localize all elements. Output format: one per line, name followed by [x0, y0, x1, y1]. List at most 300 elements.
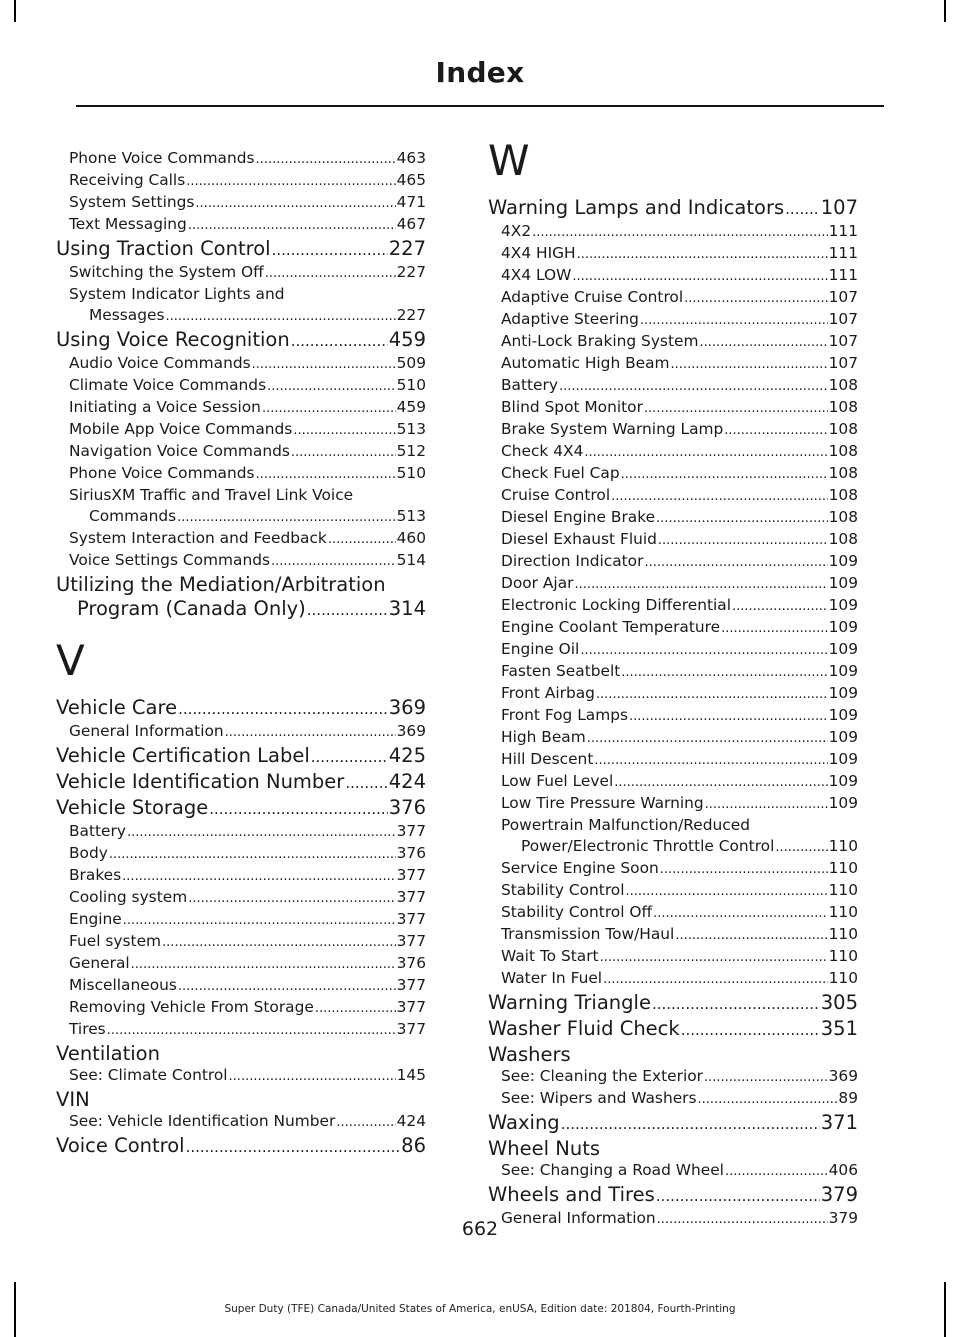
entry-label: Tires [69, 1020, 106, 1038]
crop-mark-top-right [944, 0, 946, 22]
dot-leader [603, 969, 828, 990]
entry-label: Hill Descent [501, 750, 594, 768]
entry-label: Low Fuel Level [501, 772, 614, 790]
entry-page-number: 467 [396, 215, 426, 233]
entry-page-number: 377 [396, 822, 426, 840]
dot-leader [621, 464, 828, 485]
page-number: 662 [461, 1218, 499, 1240]
dot-leader [580, 640, 827, 661]
dot-leader [561, 1113, 820, 1136]
dot-leader [629, 706, 828, 727]
dot-leader [594, 750, 827, 771]
entry-page-number: 108 [828, 420, 858, 438]
index-subentry[interactable] [488, 858, 858, 880]
index-letter-heading: V [56, 636, 85, 685]
entry-page-number: 377 [396, 976, 426, 994]
entry-label: Engine [69, 910, 122, 928]
entry-label: See: Changing a Road Wheel [501, 1161, 724, 1179]
entry-label: Electronic Locking Differential [501, 596, 731, 614]
entry-label: Phone Voice Commands [69, 464, 255, 482]
entry-page-number: 111 [828, 266, 858, 284]
entry-page-number: 107 [820, 196, 858, 219]
dot-leader [705, 794, 828, 815]
index-subentry[interactable] [488, 485, 858, 507]
index-subentry[interactable] [488, 265, 858, 287]
entry-label: Using Traction Control [56, 237, 271, 260]
entry-label: High Beam [501, 728, 586, 746]
dot-leader [775, 837, 827, 858]
dot-leader [262, 398, 396, 419]
index-entry-heading: Utilizing the Mediation/Arbitration [56, 573, 386, 596]
entry-label: Front Airbag [501, 684, 595, 702]
dot-leader [652, 993, 820, 1016]
dot-leader [162, 932, 396, 953]
entry-page-number: 509 [396, 354, 426, 372]
entry-label: Diesel Engine Brake [501, 508, 656, 526]
entry-page-number: 227 [396, 263, 426, 281]
dot-leader [293, 420, 395, 441]
entry-page-number: 425 [388, 744, 426, 767]
entry-label: Removing Vehicle From Storage [69, 998, 314, 1016]
index-subentry[interactable] [488, 331, 858, 353]
index-entry[interactable] [56, 744, 426, 769]
dot-leader [658, 530, 828, 551]
index-subentry[interactable] [488, 617, 858, 639]
dot-leader [721, 618, 828, 639]
entry-page-number: 513 [396, 507, 426, 525]
entry-label: Climate Voice Commands [69, 376, 267, 394]
index-subentry[interactable] [56, 1111, 426, 1133]
entry-page-number: 376 [396, 954, 426, 972]
entry-label: Low Tire Pressure Warning [501, 794, 704, 812]
entry-label: Stability Control Off [501, 903, 653, 921]
index-subentry[interactable] [488, 727, 858, 749]
index-subentry[interactable] [488, 968, 858, 990]
entry-label: See: Wipers and Washers [501, 1089, 697, 1107]
entry-label: Brakes [69, 866, 122, 884]
dot-leader [225, 722, 396, 743]
entry-page-number: 109 [828, 618, 858, 636]
entry-page-number: 377 [396, 998, 426, 1016]
dot-leader [577, 244, 828, 265]
dot-leader [724, 420, 827, 441]
index-subentry[interactable] [488, 309, 858, 331]
footer-edition-info: Super Duty (TFE) Canada/United States of America, enUSA, Edition date: 201804, Fourth-Printing [224, 1303, 736, 1315]
entry-label: Fuel system [69, 932, 162, 950]
entry-page-number: 108 [828, 508, 858, 526]
entry-page-number: 110 [828, 969, 858, 987]
dot-leader [584, 442, 827, 463]
index-subentry[interactable] [488, 243, 858, 265]
entry-page-number: 108 [828, 442, 858, 460]
entry-page-number: 459 [396, 398, 426, 416]
dot-leader [336, 1112, 395, 1133]
entry-page-number: 108 [828, 464, 858, 482]
entry-label: See: Cleaning the Exterior [501, 1067, 703, 1085]
entry-label: General [69, 954, 130, 972]
index-subentry[interactable] [488, 793, 858, 815]
entry-label: Adaptive Steering [501, 310, 639, 328]
entry-page-number: 377 [396, 866, 426, 884]
dot-leader [698, 1089, 838, 1110]
entry-label: Transmission Tow/Haul [501, 925, 675, 943]
index-letter-heading: W [488, 136, 530, 185]
dot-leader [640, 310, 828, 331]
entry-label: Service Engine Soon [501, 859, 659, 877]
index-subentry[interactable] [488, 946, 858, 968]
entry-label: Initiating a Voice Session [69, 398, 261, 416]
entry-label: Wheels and Tires [488, 1183, 655, 1206]
entry-label: General Information [69, 722, 224, 740]
entry-page-number: 109 [828, 794, 858, 812]
index-subentry[interactable] [488, 1066, 858, 1088]
entry-label: Power/Electronic Throttle Control [521, 837, 775, 855]
index-subentry[interactable] [488, 771, 858, 793]
entry-page-number: 227 [388, 237, 426, 260]
entry-page-number: 459 [388, 328, 426, 351]
entry-label: Diesel Exhaust Fluid [501, 530, 657, 548]
index-column-left [56, 148, 426, 1159]
index-subentry[interactable] [56, 1065, 426, 1087]
index-subentry[interactable] [56, 375, 426, 397]
dot-leader [345, 772, 387, 795]
entry-label: Automatic High Beam [501, 354, 670, 372]
dot-leader [660, 859, 828, 880]
index-entry[interactable] [56, 770, 426, 795]
index-subentry[interactable] [488, 1088, 858, 1110]
entry-page-number: 369 [396, 722, 426, 740]
dot-leader [265, 263, 396, 284]
index-subentry[interactable] [488, 353, 858, 375]
dot-leader [186, 171, 395, 192]
entry-page-number: 463 [396, 149, 426, 167]
entry-page-number: 145 [396, 1066, 426, 1084]
dot-leader [307, 599, 388, 622]
entry-page-number: 110 [828, 859, 858, 877]
entry-page-number: 111 [828, 244, 858, 262]
index-subentry[interactable] [56, 865, 426, 887]
index-subentry[interactable] [488, 441, 858, 463]
dot-leader [656, 508, 828, 529]
entry-label: Cruise Control [501, 486, 611, 504]
entry-label: Vehicle Storage [56, 796, 209, 819]
index-subentry[interactable] [56, 305, 426, 327]
index-subentry[interactable] [56, 721, 426, 743]
index-entry[interactable] [488, 1017, 858, 1042]
index-subentry[interactable] [488, 705, 858, 727]
dot-leader [256, 149, 396, 170]
index-subentry[interactable] [488, 1160, 858, 1182]
index-subentry[interactable] [56, 148, 426, 170]
entry-label: Vehicle Care [56, 696, 178, 719]
index-subentry[interactable] [56, 397, 426, 419]
index-subentry-line: Powertrain Malfunction/Reduced [501, 816, 750, 834]
dot-leader [611, 486, 827, 507]
dot-leader [621, 662, 827, 683]
entry-page-number: 111 [828, 222, 858, 240]
index-subentry[interactable] [488, 375, 858, 397]
entry-page-number: 89 [838, 1089, 858, 1107]
entry-page-number: 510 [396, 464, 426, 482]
dot-leader [574, 574, 827, 595]
entry-label: Check Fuel Cap [501, 464, 620, 482]
index-subentry[interactable] [56, 528, 426, 550]
index-subentry[interactable] [56, 887, 426, 909]
crop-mark-top-left [14, 0, 16, 22]
dot-leader [123, 910, 396, 931]
entry-label: 4X4 HIGH [501, 244, 576, 262]
entry-label: System Interaction and Feedback [69, 529, 327, 547]
dot-leader [653, 903, 827, 924]
index-subentry[interactable] [488, 551, 858, 573]
entry-label: Direction Indicator [501, 552, 644, 570]
entry-page-number: 514 [396, 551, 426, 569]
index-subentry[interactable] [56, 262, 426, 284]
dot-leader [195, 193, 395, 214]
entry-page-number: 471 [396, 193, 426, 211]
index-subentry[interactable] [56, 550, 426, 572]
index-subentry[interactable] [488, 683, 858, 705]
index-subentry[interactable] [56, 214, 426, 236]
dot-leader [256, 464, 396, 485]
dot-leader [311, 746, 388, 769]
entry-label: Engine Oil [501, 640, 580, 658]
entry-page-number: 510 [396, 376, 426, 394]
entry-page-number: 377 [396, 910, 426, 928]
index-entry[interactable] [488, 1183, 858, 1208]
index-subentry[interactable] [488, 397, 858, 419]
entry-label: Warning Triangle [488, 991, 651, 1014]
entry-page-number: 109 [828, 772, 858, 790]
entry-label: Commands [89, 507, 177, 525]
index-subentry[interactable] [56, 843, 426, 865]
entry-page-number: 460 [396, 529, 426, 547]
index-subentry[interactable] [488, 902, 858, 924]
entry-page-number: 110 [828, 947, 858, 965]
dot-leader [107, 1020, 396, 1041]
index-entry[interactable] [56, 597, 426, 622]
entry-label: Anti-Lock Braking System [501, 332, 699, 350]
entry-page-number: 110 [828, 925, 858, 943]
entry-label: System Settings [69, 193, 195, 211]
entry-page-number: 513 [396, 420, 426, 438]
dot-leader [209, 798, 388, 821]
dot-leader [328, 529, 396, 550]
dot-leader [291, 330, 388, 353]
entry-page-number: 377 [396, 932, 426, 950]
entry-label: Audio Voice Commands [69, 354, 251, 372]
dot-leader [785, 198, 820, 221]
dot-leader [644, 552, 827, 573]
index-entry-heading: VIN [56, 1088, 90, 1111]
index-entry[interactable] [488, 991, 858, 1016]
entry-label: See: Vehicle Identification Number [69, 1112, 336, 1130]
dot-leader [587, 728, 828, 749]
index-entry-heading: Washers [488, 1043, 571, 1066]
entry-page-number: 110 [828, 881, 858, 899]
index-subentry[interactable] [56, 419, 426, 441]
dot-leader [732, 596, 828, 617]
index-subentry[interactable] [488, 595, 858, 617]
entry-label: Vehicle Identification Number [56, 770, 345, 793]
entry-page-number: 110 [828, 903, 858, 921]
entry-page-number: 109 [828, 662, 858, 680]
index-subentry[interactable] [56, 1019, 426, 1041]
dot-leader [671, 354, 828, 375]
entry-label: Receiving Calls [69, 171, 186, 189]
dot-leader [532, 222, 827, 243]
entry-page-number: 351 [820, 1017, 858, 1040]
entry-page-number: 371 [820, 1111, 858, 1134]
entry-page-number: 107 [828, 288, 858, 306]
dot-leader [315, 998, 396, 1019]
entry-page-number: 107 [828, 310, 858, 328]
entry-label: Program (Canada Only) [77, 597, 306, 620]
entry-label: Wait To Start [501, 947, 599, 965]
dot-leader [681, 1019, 820, 1042]
index-entry[interactable] [56, 237, 426, 262]
entry-label: Voice Settings Commands [69, 551, 270, 569]
entry-page-number: 109 [828, 684, 858, 702]
entry-label: Washer Fluid Check [488, 1017, 680, 1040]
dot-leader [626, 881, 828, 902]
dot-leader [656, 1185, 820, 1208]
index-subentry[interactable] [488, 221, 858, 243]
entry-page-number: 512 [396, 442, 426, 460]
entry-label: Brake System Warning Lamp [501, 420, 724, 438]
dot-leader [600, 947, 828, 968]
dot-leader [559, 376, 828, 397]
dot-leader [644, 398, 828, 419]
index-entry[interactable] [488, 1111, 858, 1136]
index-subentry[interactable] [488, 749, 858, 771]
entry-label: Battery [69, 822, 126, 840]
entry-page-number: 110 [828, 837, 858, 855]
dot-leader [291, 442, 396, 463]
entry-page-number: 424 [396, 1112, 426, 1130]
index-subentry[interactable] [488, 924, 858, 946]
index-subentry[interactable] [488, 661, 858, 683]
dot-leader [122, 866, 395, 887]
index-subentry[interactable] [488, 639, 858, 661]
dot-leader [267, 376, 396, 397]
entry-page-number: 108 [828, 398, 858, 416]
index-subentry[interactable] [488, 573, 858, 595]
entry-label: Fasten Seatbelt [501, 662, 621, 680]
index-subentry[interactable] [56, 931, 426, 953]
index-entry[interactable] [488, 196, 858, 221]
entry-label: Check 4X4 [501, 442, 584, 460]
dot-leader [165, 306, 395, 327]
index-subentry[interactable] [56, 353, 426, 375]
index-entry-heading: Wheel Nuts [488, 1137, 601, 1160]
entry-label: Mobile App Voice Commands [69, 420, 293, 438]
index-subentry[interactable] [56, 506, 426, 528]
index-subentry[interactable] [56, 192, 426, 214]
entry-page-number: 109 [828, 706, 858, 724]
entry-label: Phone Voice Commands [69, 149, 255, 167]
entry-page-number: 108 [828, 530, 858, 548]
entry-label: Engine Coolant Temperature [501, 618, 721, 636]
entry-label: Door Ajar [501, 574, 574, 592]
entry-page-number: 305 [820, 991, 858, 1014]
dot-leader [699, 332, 827, 353]
entry-page-number: 369 [828, 1067, 858, 1085]
entry-label: Battery [501, 376, 558, 394]
index-subentry[interactable] [488, 529, 858, 551]
dot-leader [186, 1136, 401, 1159]
entry-label: 4X2 [501, 222, 532, 240]
index-subentry[interactable] [56, 997, 426, 1019]
index-subentry[interactable] [56, 953, 426, 975]
index-subentry-line: SiriusXM Traffic and Travel Link Voice [69, 486, 354, 504]
index-subentry[interactable] [56, 463, 426, 485]
dot-leader [131, 954, 396, 975]
entry-page-number: 227 [396, 306, 426, 324]
dot-leader [229, 1066, 396, 1087]
entry-label: General Information [501, 1209, 656, 1227]
entry-page-number: 109 [828, 728, 858, 746]
dot-leader [177, 507, 395, 528]
entry-label: Water In Fuel [501, 969, 603, 987]
entry-page-number: 379 [828, 1209, 858, 1227]
index-subentry[interactable] [56, 170, 426, 192]
index-subentry[interactable] [488, 463, 858, 485]
index-entry-heading: Ventilation [56, 1042, 160, 1065]
index-column-right [488, 136, 858, 1230]
entry-page-number: 107 [828, 354, 858, 372]
index-entry[interactable] [56, 328, 426, 353]
entry-label: See: Climate Control [69, 1066, 228, 1084]
header-rule [76, 105, 884, 107]
dot-leader [704, 1067, 828, 1088]
entry-page-number: 109 [828, 552, 858, 570]
index-subentry[interactable] [488, 836, 858, 858]
dot-leader [188, 215, 396, 236]
entry-page-number: 109 [828, 750, 858, 768]
entry-label: Navigation Voice Commands [69, 442, 290, 460]
entry-page-number: 465 [396, 171, 426, 189]
entry-label: Cooling system [69, 888, 188, 906]
entry-label: Vehicle Certification Label [56, 744, 310, 767]
entry-label: Waxing [488, 1111, 560, 1134]
index-entry[interactable] [56, 1134, 426, 1159]
index-subentry[interactable] [56, 975, 426, 997]
index-entry[interactable] [56, 696, 426, 721]
index-subentry[interactable] [488, 287, 858, 309]
entry-label: Voice Control [56, 1134, 185, 1157]
dot-leader [272, 239, 388, 262]
index-subentry[interactable] [56, 909, 426, 931]
dot-leader [684, 288, 827, 309]
index-subentry[interactable] [488, 419, 858, 441]
entry-page-number: 108 [828, 376, 858, 394]
dot-leader [178, 698, 388, 721]
entry-label: Miscellaneous [69, 976, 177, 994]
entry-label: Adaptive Cruise Control [501, 288, 684, 306]
index-subentry[interactable] [56, 821, 426, 843]
index-entry[interactable] [56, 796, 426, 821]
index-subentry[interactable] [56, 441, 426, 463]
index-subentry-line: System Indicator Lights and [69, 285, 285, 303]
entry-page-number: 108 [828, 486, 858, 504]
dot-leader [271, 551, 396, 572]
dot-leader [675, 925, 827, 946]
dot-leader [572, 266, 827, 287]
index-subentry[interactable] [488, 507, 858, 529]
index-subentry[interactable] [488, 880, 858, 902]
entry-label: Text Messaging [69, 215, 187, 233]
